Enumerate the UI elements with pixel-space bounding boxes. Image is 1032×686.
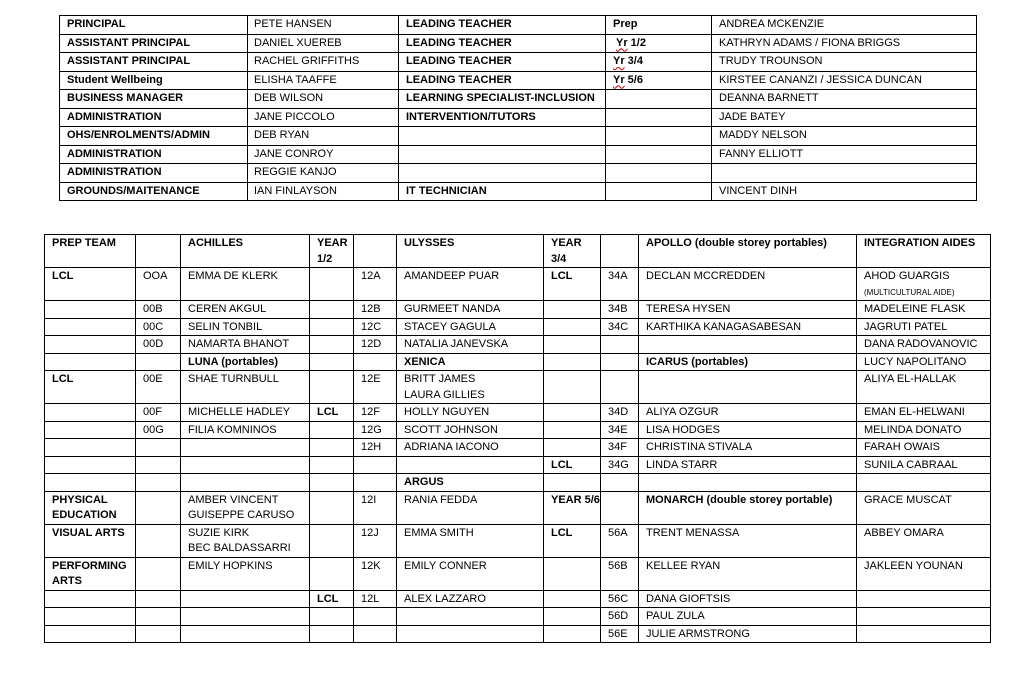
class-team	[45, 474, 136, 492]
staff-lead-role: LEADING TEACHER	[399, 16, 606, 35]
teacher-name: DECLAN MCCREDDEN	[639, 268, 857, 301]
room-code: 34G	[601, 456, 639, 474]
room-code: 56C	[601, 590, 639, 608]
room-code	[136, 590, 181, 608]
staff-lead-role	[399, 145, 606, 164]
room-code: 12C	[354, 318, 397, 336]
room-code	[136, 608, 181, 626]
class-team: PHYSICAL EDUCATION	[45, 491, 136, 524]
room-code: 12K	[354, 557, 397, 590]
class-team: LCL	[45, 371, 136, 404]
teacher-name	[181, 439, 310, 457]
room-code: 00B	[136, 301, 181, 319]
teacher-name: SCOTT JOHNSON	[397, 421, 544, 439]
year-lcl	[544, 474, 601, 492]
teacher-name: AMBER VINCENT GUISEPPE CARUSO	[181, 491, 310, 524]
class-team	[45, 421, 136, 439]
integration-aide: SUNILA CABRAAL	[857, 456, 991, 474]
integration-aide: DANA RADOVANOVIC	[857, 336, 991, 354]
staff-name: JANE CONROY	[248, 145, 399, 164]
teacher-name: LISA HODGES	[639, 421, 857, 439]
staff-role: Student Wellbeing	[60, 71, 248, 90]
teacher-name	[639, 371, 857, 404]
staff-level	[606, 145, 712, 164]
class-team: PERFORMING ARTS	[45, 557, 136, 590]
teacher-name: MICHELLE HADLEY	[181, 404, 310, 422]
room-code: 12L	[354, 590, 397, 608]
year-lcl	[310, 421, 354, 439]
room-code	[136, 456, 181, 474]
staff-level	[606, 164, 712, 183]
staff-lead-name: MADDY NELSON	[712, 127, 977, 146]
class-team	[45, 301, 136, 319]
room-code: 34D	[601, 404, 639, 422]
class-team	[45, 625, 136, 643]
teacher-name	[639, 336, 857, 354]
room-code: 56E	[601, 625, 639, 643]
class-row	[45, 524, 991, 557]
year-lcl	[310, 268, 354, 301]
class-row	[45, 336, 991, 354]
year-lcl	[544, 557, 601, 590]
room-code: 00D	[136, 336, 181, 354]
staff-role: ASSISTANT PRINCIPAL	[60, 53, 248, 72]
staff-lead-name: KIRSTEE CANANZI / JESSICA DUNCAN	[712, 71, 977, 90]
room-code: 12H	[354, 439, 397, 457]
staff-name: DEB RYAN	[248, 127, 399, 146]
staff-lead-name	[712, 164, 977, 183]
room-code: 12J	[354, 524, 397, 557]
teacher-name: DANA GIOFTSIS	[639, 590, 857, 608]
teacher-name	[397, 608, 544, 626]
integration-aide: LUCY NAPOLITANO	[857, 353, 991, 371]
staff-level: Yr 5/6	[606, 71, 712, 90]
teacher-name: KARTHIKA KANAGASABESAN	[639, 318, 857, 336]
class-team	[45, 590, 136, 608]
class-row	[45, 371, 991, 404]
room-code: 34C	[601, 318, 639, 336]
room-code	[136, 353, 181, 371]
year-lcl	[544, 371, 601, 404]
teacher-name: TERESA HYSEN	[639, 301, 857, 319]
staff-role: OHS/ENROLMENTS/ADMIN	[60, 127, 248, 146]
class-row	[45, 301, 991, 319]
staff-role: ADMINISTRATION	[60, 108, 248, 127]
year-lcl	[310, 474, 354, 492]
teacher-name	[397, 625, 544, 643]
teacher-name: ALIYA OZGUR	[639, 404, 857, 422]
class-team	[45, 353, 136, 371]
class-row	[45, 439, 991, 457]
staff-lead-role	[399, 164, 606, 183]
year-lcl	[310, 557, 354, 590]
teacher-name: MONARCH (double storey portable)	[639, 491, 857, 524]
staff-role: GROUNDS/MAITENANCE	[60, 182, 248, 201]
teacher-name: RANIA FEDDA	[397, 491, 544, 524]
teacher-name: GURMEET NANDA	[397, 301, 544, 319]
teacher-name: NAMARTA BHANOT	[181, 336, 310, 354]
teacher-name: ALEX LAZZARO	[397, 590, 544, 608]
class-team: LCL	[45, 268, 136, 301]
integration-aide	[857, 590, 991, 608]
room-code: 56B	[601, 557, 639, 590]
room-code: 00G	[136, 421, 181, 439]
staff-level: Yr 1/2	[606, 34, 712, 53]
class-team	[45, 456, 136, 474]
integration-aide: MADELEINE FLASK	[857, 301, 991, 319]
class-team	[45, 404, 136, 422]
room-code: 34E	[601, 421, 639, 439]
staff-lead-name: TRUDY TROUNSON	[712, 53, 977, 72]
room-code: 56A	[601, 524, 639, 557]
room-code: 34A	[601, 268, 639, 301]
staff-level	[606, 90, 712, 109]
teacher-name	[181, 474, 310, 492]
year-lcl	[310, 524, 354, 557]
year-lcl: LCL	[544, 456, 601, 474]
integration-header: INTEGRATION AIDES	[857, 235, 991, 268]
class-team	[45, 336, 136, 354]
teacher-name: EMMA DE KLERK	[181, 268, 310, 301]
staff-lead-role: LEARNING SPECIALIST-INCLUSION	[399, 90, 606, 109]
class-header-row	[45, 235, 991, 268]
staff-name: JANE PICCOLO	[248, 108, 399, 127]
room-code	[354, 625, 397, 643]
room-code	[354, 353, 397, 371]
staff-table	[59, 15, 977, 201]
class-row	[45, 353, 991, 371]
year-lcl: LCL	[544, 268, 601, 301]
staff-name: PETE HANSEN	[248, 16, 399, 35]
teacher-name: AMANDEEP PUAR	[397, 268, 544, 301]
staff-row	[60, 71, 977, 90]
staff-name: DEB WILSON	[248, 90, 399, 109]
room-code	[136, 439, 181, 457]
room-code	[601, 371, 639, 404]
teacher-name: SHAE TURNBULL	[181, 371, 310, 404]
staff-role: BUSINESS MANAGER	[60, 90, 248, 109]
room-code	[136, 474, 181, 492]
year-lcl: LCL	[544, 524, 601, 557]
year-lcl	[544, 404, 601, 422]
room-code	[354, 474, 397, 492]
class-row	[45, 590, 991, 608]
teacher-name: LINDA STARR	[639, 456, 857, 474]
year-lcl: LCL	[310, 404, 354, 422]
year-lcl	[544, 608, 601, 626]
staff-name: ELISHA TAAFFE	[248, 71, 399, 90]
staff-role: ADMINISTRATION	[60, 145, 248, 164]
room-code	[601, 336, 639, 354]
teacher-name: ARGUS	[397, 474, 544, 492]
staff-lead-name: DEANNA BARNETT	[712, 90, 977, 109]
year-lcl	[310, 336, 354, 354]
staff-lead-name: KATHRYN ADAMS / FIONA BRIGGS	[712, 34, 977, 53]
teacher-name: TRENT MENASSA	[639, 524, 857, 557]
room-code: 12E	[354, 371, 397, 404]
room-code	[601, 491, 639, 524]
integration-aide: ALIYA EL-HALLAK	[857, 371, 991, 404]
staff-name: RACHEL GRIFFITHS	[248, 53, 399, 72]
room-code	[354, 608, 397, 626]
teacher-name: NATALIA JANEVSKA	[397, 336, 544, 354]
ulysses-header: ULYSSES	[397, 235, 544, 268]
teacher-name: XENICA	[397, 353, 544, 371]
staff-row	[60, 108, 977, 127]
class-row	[45, 456, 991, 474]
staff-lead-role: INTERVENTION/TUTORS	[399, 108, 606, 127]
teacher-name: ICARUS (portables)	[639, 353, 857, 371]
achilles-header: ACHILLES	[181, 235, 310, 268]
year-lcl	[310, 371, 354, 404]
class-row	[45, 491, 991, 524]
room-code	[136, 625, 181, 643]
teacher-name: KELLEE RYAN	[639, 557, 857, 590]
staff-row	[60, 145, 977, 164]
staff-lead-role	[399, 127, 606, 146]
class-team: VISUAL ARTS	[45, 524, 136, 557]
room-code: 56D	[601, 608, 639, 626]
class-row	[45, 404, 991, 422]
apollo-header: APOLLO (double storey portables)	[639, 235, 857, 268]
class-row	[45, 318, 991, 336]
integration-aide: JAKLEEN YOUNAN	[857, 557, 991, 590]
staff-name: DANIEL XUEREB	[248, 34, 399, 53]
year-lcl	[544, 590, 601, 608]
staff-row	[60, 90, 977, 109]
teacher-name: FILIA KOMNINOS	[181, 421, 310, 439]
year-lcl	[544, 439, 601, 457]
year-lcl	[544, 318, 601, 336]
room-code: 12F	[354, 404, 397, 422]
year-lcl	[310, 608, 354, 626]
class-row	[45, 268, 991, 301]
teacher-name: SELIN TONBIL	[181, 318, 310, 336]
class-team	[45, 439, 136, 457]
class-row	[45, 421, 991, 439]
staff-level: Prep	[606, 16, 712, 35]
teacher-name: EMILY CONNER	[397, 557, 544, 590]
room-code	[601, 474, 639, 492]
integration-aide: FARAH OWAIS	[857, 439, 991, 457]
staff-level	[606, 182, 712, 201]
room-code: 12G	[354, 421, 397, 439]
room-code	[136, 557, 181, 590]
class-team	[45, 318, 136, 336]
year-lcl	[310, 491, 354, 524]
year-lcl	[310, 353, 354, 371]
class-table	[44, 234, 991, 643]
room-code: 12B	[354, 301, 397, 319]
staff-lead-name: FANNY ELLIOTT	[712, 145, 977, 164]
year-lcl	[544, 421, 601, 439]
year-lcl	[310, 625, 354, 643]
staff-name: IAN FINLAYSON	[248, 182, 399, 201]
staff-lead-role: LEADING TEACHER	[399, 34, 606, 53]
class-row	[45, 474, 991, 492]
teacher-name: BRITT JAMES LAURA GILLIES	[397, 371, 544, 404]
integration-aide	[857, 625, 991, 643]
room-code: OOA	[136, 268, 181, 301]
room-code: 12D	[354, 336, 397, 354]
teacher-name: ADRIANA IACONO	[397, 439, 544, 457]
teacher-name	[181, 608, 310, 626]
staff-lead-role: LEADING TEACHER	[399, 53, 606, 72]
year-lcl	[544, 301, 601, 319]
staff-row	[60, 34, 977, 53]
year-lcl	[544, 336, 601, 354]
teacher-name: PAUL ZULA	[639, 608, 857, 626]
teacher-name: EMILY HOPKINS	[181, 557, 310, 590]
room-code: 00F	[136, 404, 181, 422]
year-lcl	[310, 456, 354, 474]
integration-aide: ABBEY OMARA	[857, 524, 991, 557]
staff-row	[60, 182, 977, 201]
class-team	[45, 608, 136, 626]
room-code: 12A	[354, 268, 397, 301]
room-code	[136, 491, 181, 524]
staff-lead-name: ANDREA MCKENZIE	[712, 16, 977, 35]
integration-aide: AHOD GUARGIS (MULTICULTURAL AIDE)	[857, 268, 991, 301]
year-lcl: LCL	[310, 590, 354, 608]
staff-row	[60, 127, 977, 146]
staff-lead-role: LEADING TEACHER	[399, 71, 606, 90]
teacher-name: SUZIE KIRK BEC BALDASSARRI	[181, 524, 310, 557]
year-lcl	[310, 439, 354, 457]
room-code	[601, 353, 639, 371]
teacher-name	[397, 456, 544, 474]
teacher-name: LUNA (portables)	[181, 353, 310, 371]
integration-aide: GRACE MUSCAT	[857, 491, 991, 524]
staff-level: Yr 3/4	[606, 53, 712, 72]
class-row	[45, 608, 991, 626]
teacher-name: JULIE ARMSTRONG	[639, 625, 857, 643]
room-code: 34F	[601, 439, 639, 457]
year-lcl: YEAR 5/6	[544, 491, 601, 524]
integration-aide: EMAN EL-HELWANI	[857, 404, 991, 422]
room-code: 12I	[354, 491, 397, 524]
integration-aide: MELINDA DONATO	[857, 421, 991, 439]
teacher-name: CEREN AKGUL	[181, 301, 310, 319]
room-code	[136, 524, 181, 557]
teacher-name	[181, 456, 310, 474]
aide-note: (MULTICULTURAL AIDE)	[864, 287, 955, 297]
year12-header: YEAR 1/2	[310, 235, 354, 268]
staff-role: PRINCIPAL	[60, 16, 248, 35]
staff-table-body	[60, 16, 977, 201]
staff-lead-name: JADE BATEY	[712, 108, 977, 127]
class-table-body	[45, 235, 991, 643]
integration-aide	[857, 474, 991, 492]
teacher-name: EMMA SMITH	[397, 524, 544, 557]
integration-aide	[857, 608, 991, 626]
integration-aide: JAGRUTI PATEL	[857, 318, 991, 336]
staff-row	[60, 53, 977, 72]
prep-team-header: PREP TEAM	[45, 235, 136, 268]
class-row	[45, 557, 991, 590]
staff-name: REGGIE KANJO	[248, 164, 399, 183]
staff-level	[606, 127, 712, 146]
teacher-name	[181, 590, 310, 608]
room-code: 34B	[601, 301, 639, 319]
teacher-name: STACEY GAGULA	[397, 318, 544, 336]
staff-lead-name: VINCENT DINH	[712, 182, 977, 201]
staff-role: ADMINISTRATION	[60, 164, 248, 183]
year34-header: YEAR 3/4	[544, 235, 601, 268]
room-code	[354, 456, 397, 474]
teacher-name	[639, 474, 857, 492]
teacher-name: HOLLY NGUYEN	[397, 404, 544, 422]
staff-row	[60, 16, 977, 35]
year-lcl	[544, 353, 601, 371]
staff-row	[60, 164, 977, 183]
class-row	[45, 625, 991, 643]
teacher-name	[181, 625, 310, 643]
staff-lead-role: IT TECHNICIAN	[399, 182, 606, 201]
year-lcl	[544, 625, 601, 643]
room-code: 00C	[136, 318, 181, 336]
year-lcl	[310, 301, 354, 319]
teacher-name: CHRISTINA STIVALA	[639, 439, 857, 457]
staff-level	[606, 108, 712, 127]
room-code: 00E	[136, 371, 181, 404]
year-lcl	[310, 318, 354, 336]
staff-role: ASSISTANT PRINCIPAL	[60, 34, 248, 53]
